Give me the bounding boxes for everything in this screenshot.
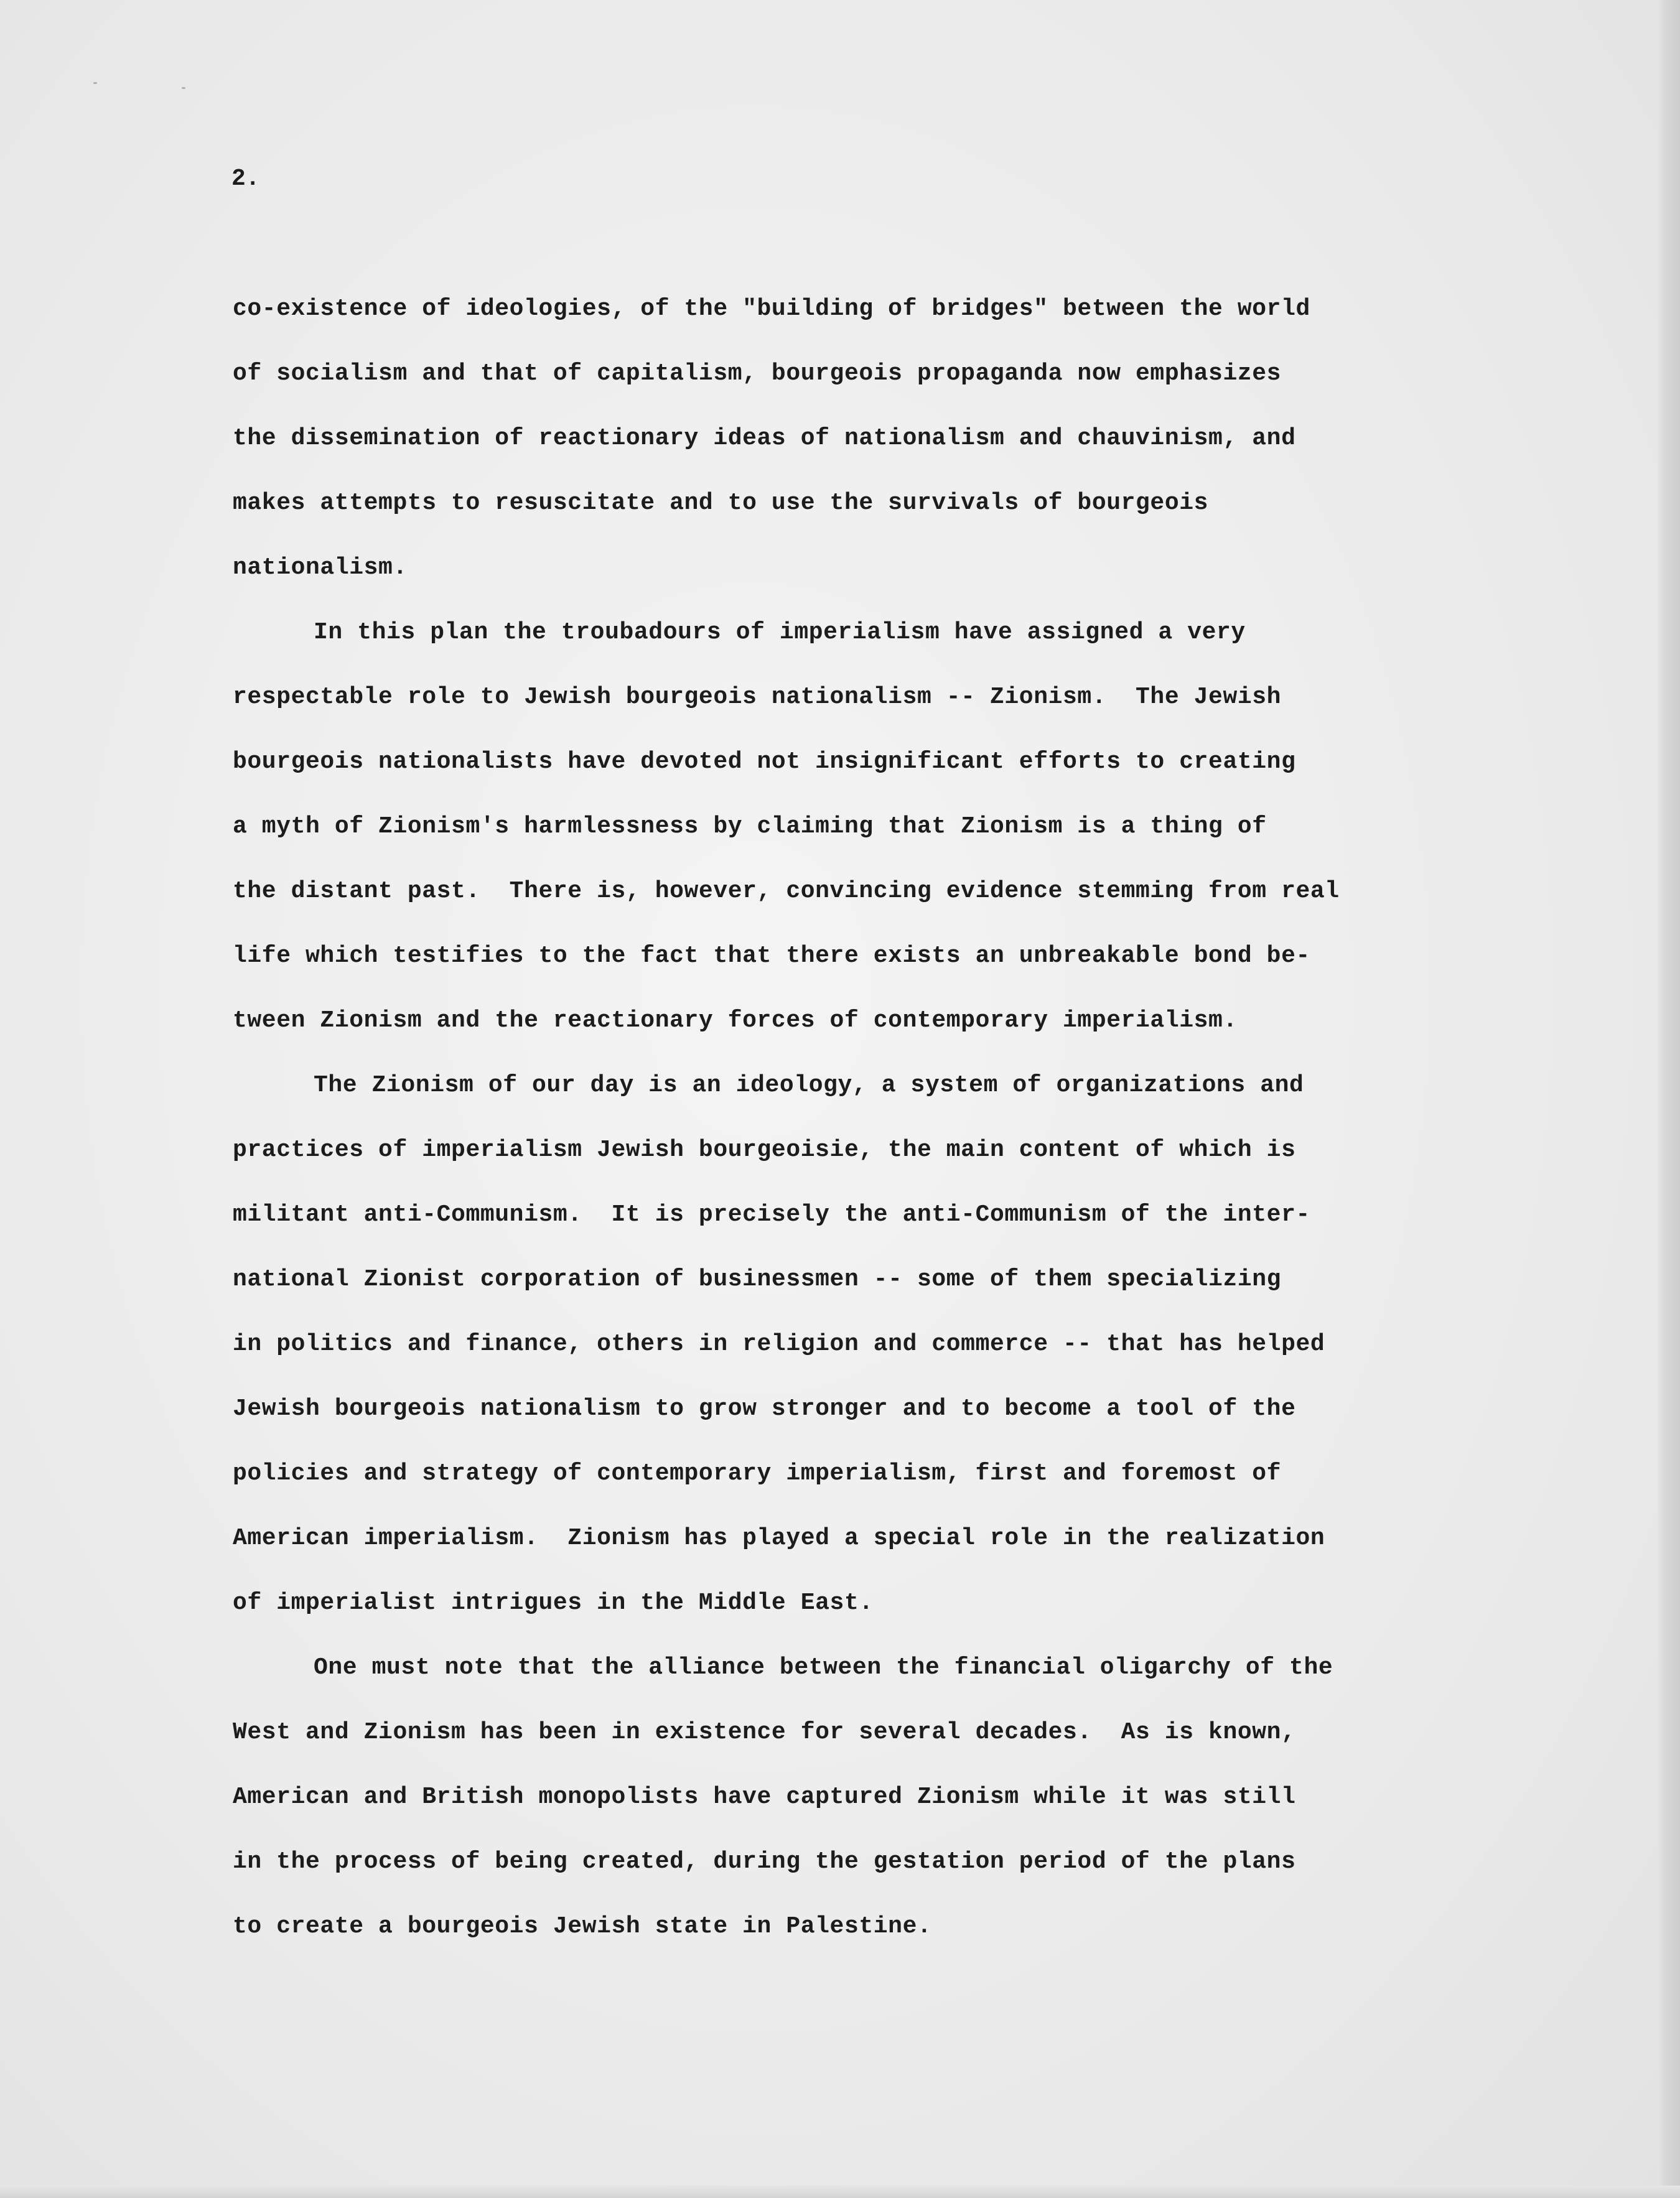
- text-line: makes attempts to resuscitate and to use the survivals of bourgeois: [233, 490, 1209, 516]
- text-line: in politics and finance, others in religion and commerce -- that has helped: [233, 1331, 1325, 1357]
- text-line: life which testifies to the fact that there exists an unbreakable bond be-: [233, 943, 1310, 969]
- text-line: national Zionist corporation of businessmen -- some of them specializing: [233, 1266, 1282, 1293]
- page-number: 2.: [231, 165, 260, 192]
- text-line: policies and strategy of contemporary imperialism, first and foremost of: [233, 1460, 1282, 1487]
- text-line: to create a bourgeois Jewish state in Palestine.: [233, 1913, 932, 1940]
- text-line: the distant past. There is, however, convincing evidence stemming from real: [233, 878, 1340, 905]
- scan-speck: [93, 82, 97, 84]
- scan-speck: [182, 87, 185, 89]
- text-line: nationalism.: [233, 554, 408, 581]
- text-line: co-existence of ideologies, of the "building of bridges" between the world: [233, 296, 1310, 322]
- text-line: respectable role to Jewish bourgeois nationalism -- Zionism. The Jewish: [233, 684, 1282, 710]
- text-line: of imperialist intrigues in the Middle East.: [233, 1590, 874, 1616]
- text-line: Jewish bourgeois nationalism to grow stronger and to become a tool of the: [233, 1395, 1296, 1422]
- text-line: militant anti-Communism. It is precisely the anti-Communism of the inter-: [233, 1201, 1310, 1228]
- text-line: a myth of Zionism's harmlessness by claiming that Zionism is a thing of: [233, 813, 1267, 840]
- text-line: of socialism and that of capitalism, bourgeois propaganda now emphasizes: [233, 360, 1282, 387]
- text-line: in the process of being created, during the gestation period of the plans: [233, 1848, 1296, 1875]
- text-line: American imperialism. Zionism has played a special role in the realization: [233, 1525, 1325, 1552]
- body-text: [233, 293, 1527, 1975]
- paragraph-start-line: One must note that the alliance between the financial oligarchy of the: [314, 1654, 1333, 1681]
- text-line: practices of imperialism Jewish bourgeoisie, the main content of which is: [233, 1137, 1296, 1163]
- text-line: the dissemination of reactionary ideas of nationalism and chauvinism, and: [233, 425, 1296, 452]
- page-bottom-edge: [0, 2186, 1680, 2198]
- text-line: bourgeois nationalists have devoted not insignificant efforts to creating: [233, 748, 1296, 775]
- text-line: West and Zionism has been in existence for several decades. As is known,: [233, 1719, 1296, 1746]
- text-line: tween Zionism and the reactionary forces of contemporary imperialism.: [233, 1007, 1238, 1034]
- paragraph-start-line: The Zionism of our day is an ideology, a system of organizations and: [314, 1072, 1304, 1099]
- text-line: American and British monopolists have captured Zionism while it was still: [233, 1784, 1296, 1810]
- paragraph-start-line: In this plan the troubadours of imperialism have assigned a very: [314, 619, 1246, 646]
- page-edge-shadow: [1658, 0, 1680, 2198]
